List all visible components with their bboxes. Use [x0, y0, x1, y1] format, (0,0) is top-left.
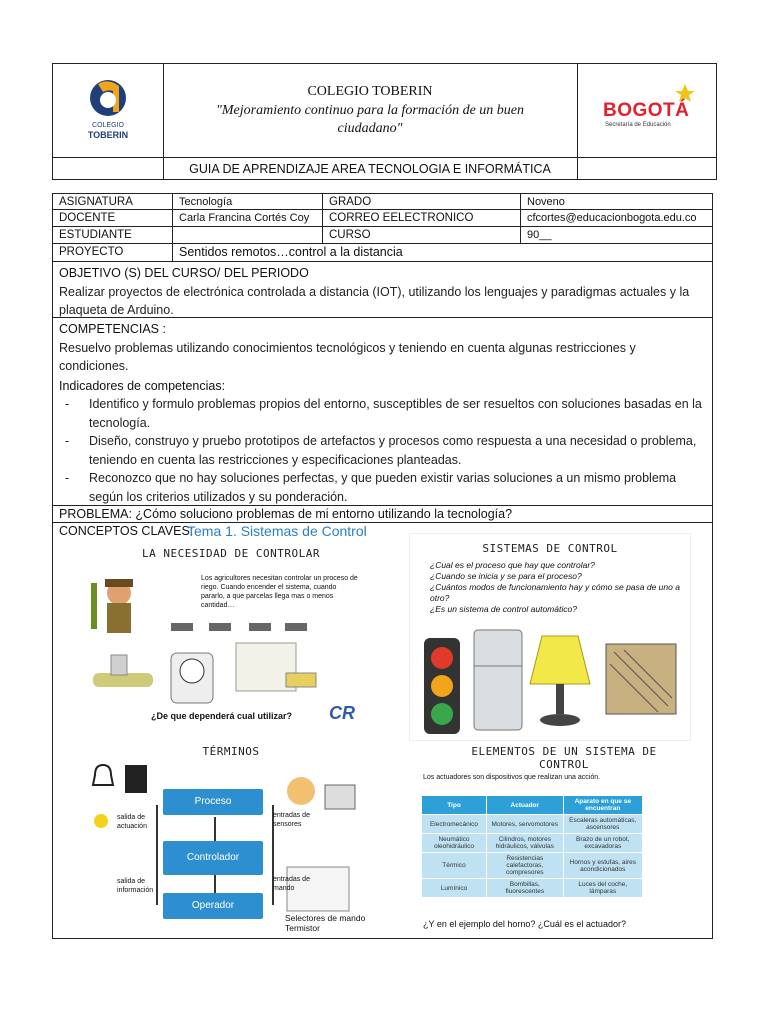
- operador-box: Operador: [163, 893, 263, 919]
- bogota-name: BOGOTÁ: [603, 100, 690, 121]
- indicadores-title: Indicadores de competencias:: [59, 378, 226, 393]
- asignatura-value: Tecnología: [173, 194, 323, 209]
- farmer-irrigation-illustration-icon: [81, 543, 371, 739]
- panel-sistemas-title: SISTEMAS DE CONTROL: [482, 542, 618, 555]
- entradas-sensores-label: entradas de sensores: [273, 812, 310, 828]
- selectores-text: Selectores de mando: [285, 913, 366, 923]
- curso-value: 90__: [527, 229, 552, 241]
- problema-label: PROBLEMA:: [59, 507, 132, 521]
- table-cell: Motores, servomotores: [487, 815, 564, 834]
- conceptos-section: [53, 523, 712, 938]
- panel-elementos-question: ¿Y en el ejemplo del horno? ¿Cuál es el actuador?: [423, 919, 626, 929]
- control-devices-illustration-icon: [410, 534, 690, 740]
- question-4: ¿Es un sistema de control automático?: [430, 604, 577, 614]
- entradas-mando-label: entradas de mando: [273, 876, 310, 892]
- table-header: Actuador: [487, 796, 564, 815]
- table-cell: Lumínico: [422, 879, 487, 898]
- school-logo: [53, 64, 164, 157]
- row-estudiante: [53, 227, 712, 244]
- grado-value: Noveno: [527, 196, 565, 208]
- asignatura-label: ASIGNATURA: [53, 194, 173, 209]
- logo-line2: TOBERIN: [87, 130, 129, 140]
- table-cell: Hornos y estufas, aires acondicionados: [563, 853, 642, 879]
- estudiante-value: [173, 227, 323, 243]
- display-icon: [125, 765, 147, 793]
- table-header: Tipo: [422, 796, 487, 815]
- panel-necesidad-question: ¿De que dependerá cual utilizar?: [151, 711, 293, 721]
- question-3: ¿Cuántos modos de funcionamiento hay y cómo se pasa de uno a otro?: [430, 582, 680, 603]
- panel-terminos: [81, 745, 381, 935]
- cr-mark: CR: [329, 703, 355, 723]
- table-cell: Bombillas, fluorescentes: [487, 879, 564, 898]
- bell-icon: [93, 765, 113, 785]
- objetivo-section: [53, 262, 712, 318]
- problema-section: [53, 506, 712, 523]
- guide-title: GUIA DE APRENDIZAJE AREA TECNOLOGIA E INFORMÁTICA: [163, 158, 578, 180]
- salida-informacion-label: salida de información: [117, 878, 154, 894]
- table-row: [422, 815, 643, 834]
- table-cell: Escaleras automáticas, ascensores: [563, 815, 642, 834]
- panel-elementos: [409, 745, 699, 935]
- proyecto-label: PROYECTO: [53, 244, 173, 261]
- list-item: - Identifico y formulo problemas propios del entorno, susceptibles de ser resueltos con soluciones basadas en la tecnología.: [59, 395, 706, 432]
- panel-necesidad: [81, 543, 371, 739]
- table-cell: Neumático oleohidráulico: [422, 834, 487, 853]
- panel-elementos-intro: Los actuadores son dispositivos que realizan una acción.: [423, 774, 601, 781]
- curso-label: CURSO: [323, 227, 521, 243]
- grado-label: GRADO: [323, 194, 521, 209]
- objetivo-text: Realizar proyectos de electrónica controlada a distancia (IOT), utilizando los lenguajes y paradigmas actuales y la plaqueta de Arduino.: [59, 284, 690, 317]
- table-cell: Brazo de un robot, excavadoras: [563, 834, 642, 853]
- school-name: COLEGIO TOBERIN: [307, 84, 433, 99]
- indicadores-list: [59, 395, 706, 506]
- salida-actuacion-label: salida de actuación: [117, 814, 147, 830]
- row-docente: [53, 210, 712, 227]
- objetivo-title: OBJETIVO (S) DEL CURSO/ DEL PERIODO: [59, 266, 309, 280]
- panel-elementos-title: ELEMENTOS DE UN SISTEMA DE CONTROL: [471, 745, 657, 771]
- header-title-cell: [163, 64, 578, 157]
- correo-value: cfcortes@educacionbogota.edu.co: [527, 212, 697, 224]
- question-2: ¿Cuando se inicia y se para el proceso?: [430, 571, 582, 581]
- table-cell: Luces del coche, lámparas: [563, 879, 642, 898]
- competencias-title: COMPETENCIAS :: [59, 322, 166, 336]
- estudiante-label: ESTUDIANTE: [53, 227, 173, 243]
- proceso-box: Proceso: [163, 789, 263, 815]
- docente-label: DOCENTE: [53, 210, 173, 226]
- list-item: - Reconozco que no hay soluciones perfectas, y que pueden existir varias soluciones a un mismo problema según los criterios utilizados y su ponderación.: [59, 469, 706, 506]
- problema-text: ¿Cómo soluciono problemas de mi entorno utilizando la tecnología?: [135, 507, 513, 521]
- panel-sistemas: [409, 533, 691, 741]
- termistor-text: Termistor: [285, 923, 320, 933]
- colegio-toberin-logo-icon: [53, 64, 163, 157]
- proyecto-value: Sentidos remotos…control a la distancia: [179, 245, 403, 259]
- competencias-text: Resuelvo problemas utilizando conocimientos tecnológicos y teniendo en cuenta algunas restricciones y condiciones.: [59, 340, 636, 373]
- table-row: [422, 879, 643, 898]
- table-cell: Cilindros, motores hidráulicos, válvulas: [487, 834, 564, 853]
- correo-label: CORREO EELECTRONICO: [323, 210, 521, 226]
- controlador-box: Controlador: [163, 841, 263, 875]
- panel-necesidad-text: Los agricultores necesitan controlar un proceso de riego. Cuando encender el sistema, cuando pararlo, a que parcelas llega mas o menos cantidad…: [201, 575, 358, 609]
- table-cell: Térmico: [422, 853, 487, 879]
- school-motto: "Mejoramiento continuo para la formación de un buen ciudadano": [215, 103, 524, 136]
- question-1: ¿Cual es el proceso que hay que controlar?: [430, 560, 595, 570]
- worker-icon: [287, 777, 315, 805]
- info-table: [52, 193, 713, 939]
- row-asignatura: [53, 194, 712, 210]
- panel-terminos-title: TÉRMINOS: [202, 745, 260, 758]
- tema-title: Tema 1. Sistemas de Control: [187, 523, 367, 539]
- table-cell: Resistencias calefactoras, compresores: [487, 853, 564, 879]
- bogota-sub: Secretaría de Educación: [605, 122, 671, 128]
- row-proyecto: [53, 244, 712, 262]
- selectores-label: [285, 913, 365, 933]
- header-table: [52, 63, 717, 180]
- guide-row-left: [53, 158, 164, 180]
- list-item: - Diseño, construyo y pruebo prototipos de artefactos y procesos como respuesta a una necesidad o problema, teniendo en cuenta las restricciones y especificaciones planteadas.: [59, 432, 706, 469]
- computer-icon: [325, 785, 355, 809]
- table-row: [422, 853, 643, 879]
- table-header-row: [422, 796, 643, 815]
- logo-line1: COLEGIO: [92, 122, 124, 129]
- table-row: [422, 834, 643, 853]
- actuadores-table: [421, 795, 643, 898]
- competencias-section: [53, 318, 712, 506]
- panel-necesidad-title: LA NECESIDAD DE CONTROLAR: [141, 547, 321, 560]
- bogota-logo: [577, 64, 717, 157]
- bulb-icon: [94, 814, 108, 828]
- conceptos-label: CONCEPTOS CLAVES:: [59, 524, 194, 538]
- table-header: Aparato en que se encuentran: [563, 796, 642, 815]
- docente-value: Carla Francina Cortés Coy: [173, 210, 323, 226]
- guide-row: [53, 157, 716, 180]
- table-cell: Electromecánico: [422, 815, 487, 834]
